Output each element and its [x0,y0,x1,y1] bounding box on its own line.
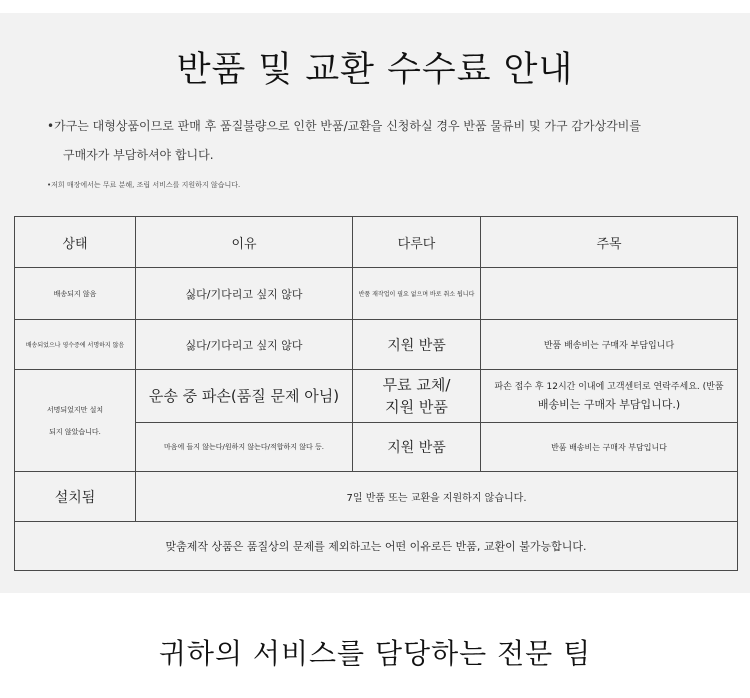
row3-status [15,370,136,472]
row3-handling-damage-line1: 무료 교체/ [382,376,451,394]
row3-reason-dislike: 마음에 들지 않는다/원하지 않는다/적합하지 않다 등. [136,423,353,472]
row1-handling: 반품 재작업이 필요 없으며 바로 취소 됩니다 [353,268,481,320]
table-row [15,370,738,423]
row3-note-damage-line1: 파손 접수 후 12시간 이내에 고객센터로 연락주세요. (반품 [494,382,724,392]
row2-status: 배송되었으나 영수증에 서명하지 않음 [15,320,136,370]
row1-reason: 싫다/기다리고 싶지 않다 [136,268,353,320]
row4-text: 7일 반품 또는 교환을 지원하지 않습니다. [136,472,738,522]
row3-status-line2: 되지 않았습니다. [49,427,101,436]
return-policy-table [14,216,738,571]
row3-note-dislike: 반품 배송비는 구매자 부담입니다 [481,423,738,472]
row1-status: 배송되지 않음 [15,268,136,320]
furniture-fee-note: •가구는 대형상품이므로 판매 후 품질불량으로 인한 반품/교환을 신청하실 경우 반품 물류비 및 가구 감가상각비를 [47,119,641,133]
custom-order-notice: 맞춤제작 상품은 품질상의 문제를 제외하고는 어떤 이유로든 반품, 교환이 불가능합니다. [15,522,738,571]
table-row [15,320,738,370]
row3-handling-damage [353,370,481,423]
header-note: 주목 [481,217,738,268]
row3-reason-damage: 운송 중 파손(품질 문제 아님) [136,370,353,423]
furniture-fee-note-cont: 구매자가 부담하셔야 합니다. [63,148,214,162]
row2-handling: 지원 반품 [353,320,481,370]
row3-handling-dislike: 지원 반품 [353,423,481,472]
header-reason: 이유 [136,217,353,268]
row3-note-damage [481,370,738,423]
page-title: 반품 및 교환 수수료 안내 [176,50,574,90]
row2-reason: 싫다/기다리고 싶지 않다 [136,320,353,370]
row4-status: 설치됨 [15,472,136,522]
row3-status-line1: 서명되었지만 설치 [46,405,104,414]
assembly-note: •저희 매장에서는 무료 분해, 조립 서비스를 지원하지 않습니다. [47,181,241,189]
header-handling: 다루다 [353,217,481,268]
row2-note: 반품 배송비는 구매자 부담입니다 [481,320,738,370]
table-row [15,268,738,320]
row3-note-damage-line2: 배송비는 구매자 부담입니다.) [537,398,681,411]
table-header-row [15,217,738,268]
header-status: 상태 [15,217,136,268]
row3-handling-damage-line2: 지원 반품 [385,398,448,416]
table-row [15,472,738,522]
row1-note [481,268,738,320]
service-team-heading: 귀하의 서비스를 담당하는 전문 팀 [158,637,592,670]
table-row [15,522,738,571]
